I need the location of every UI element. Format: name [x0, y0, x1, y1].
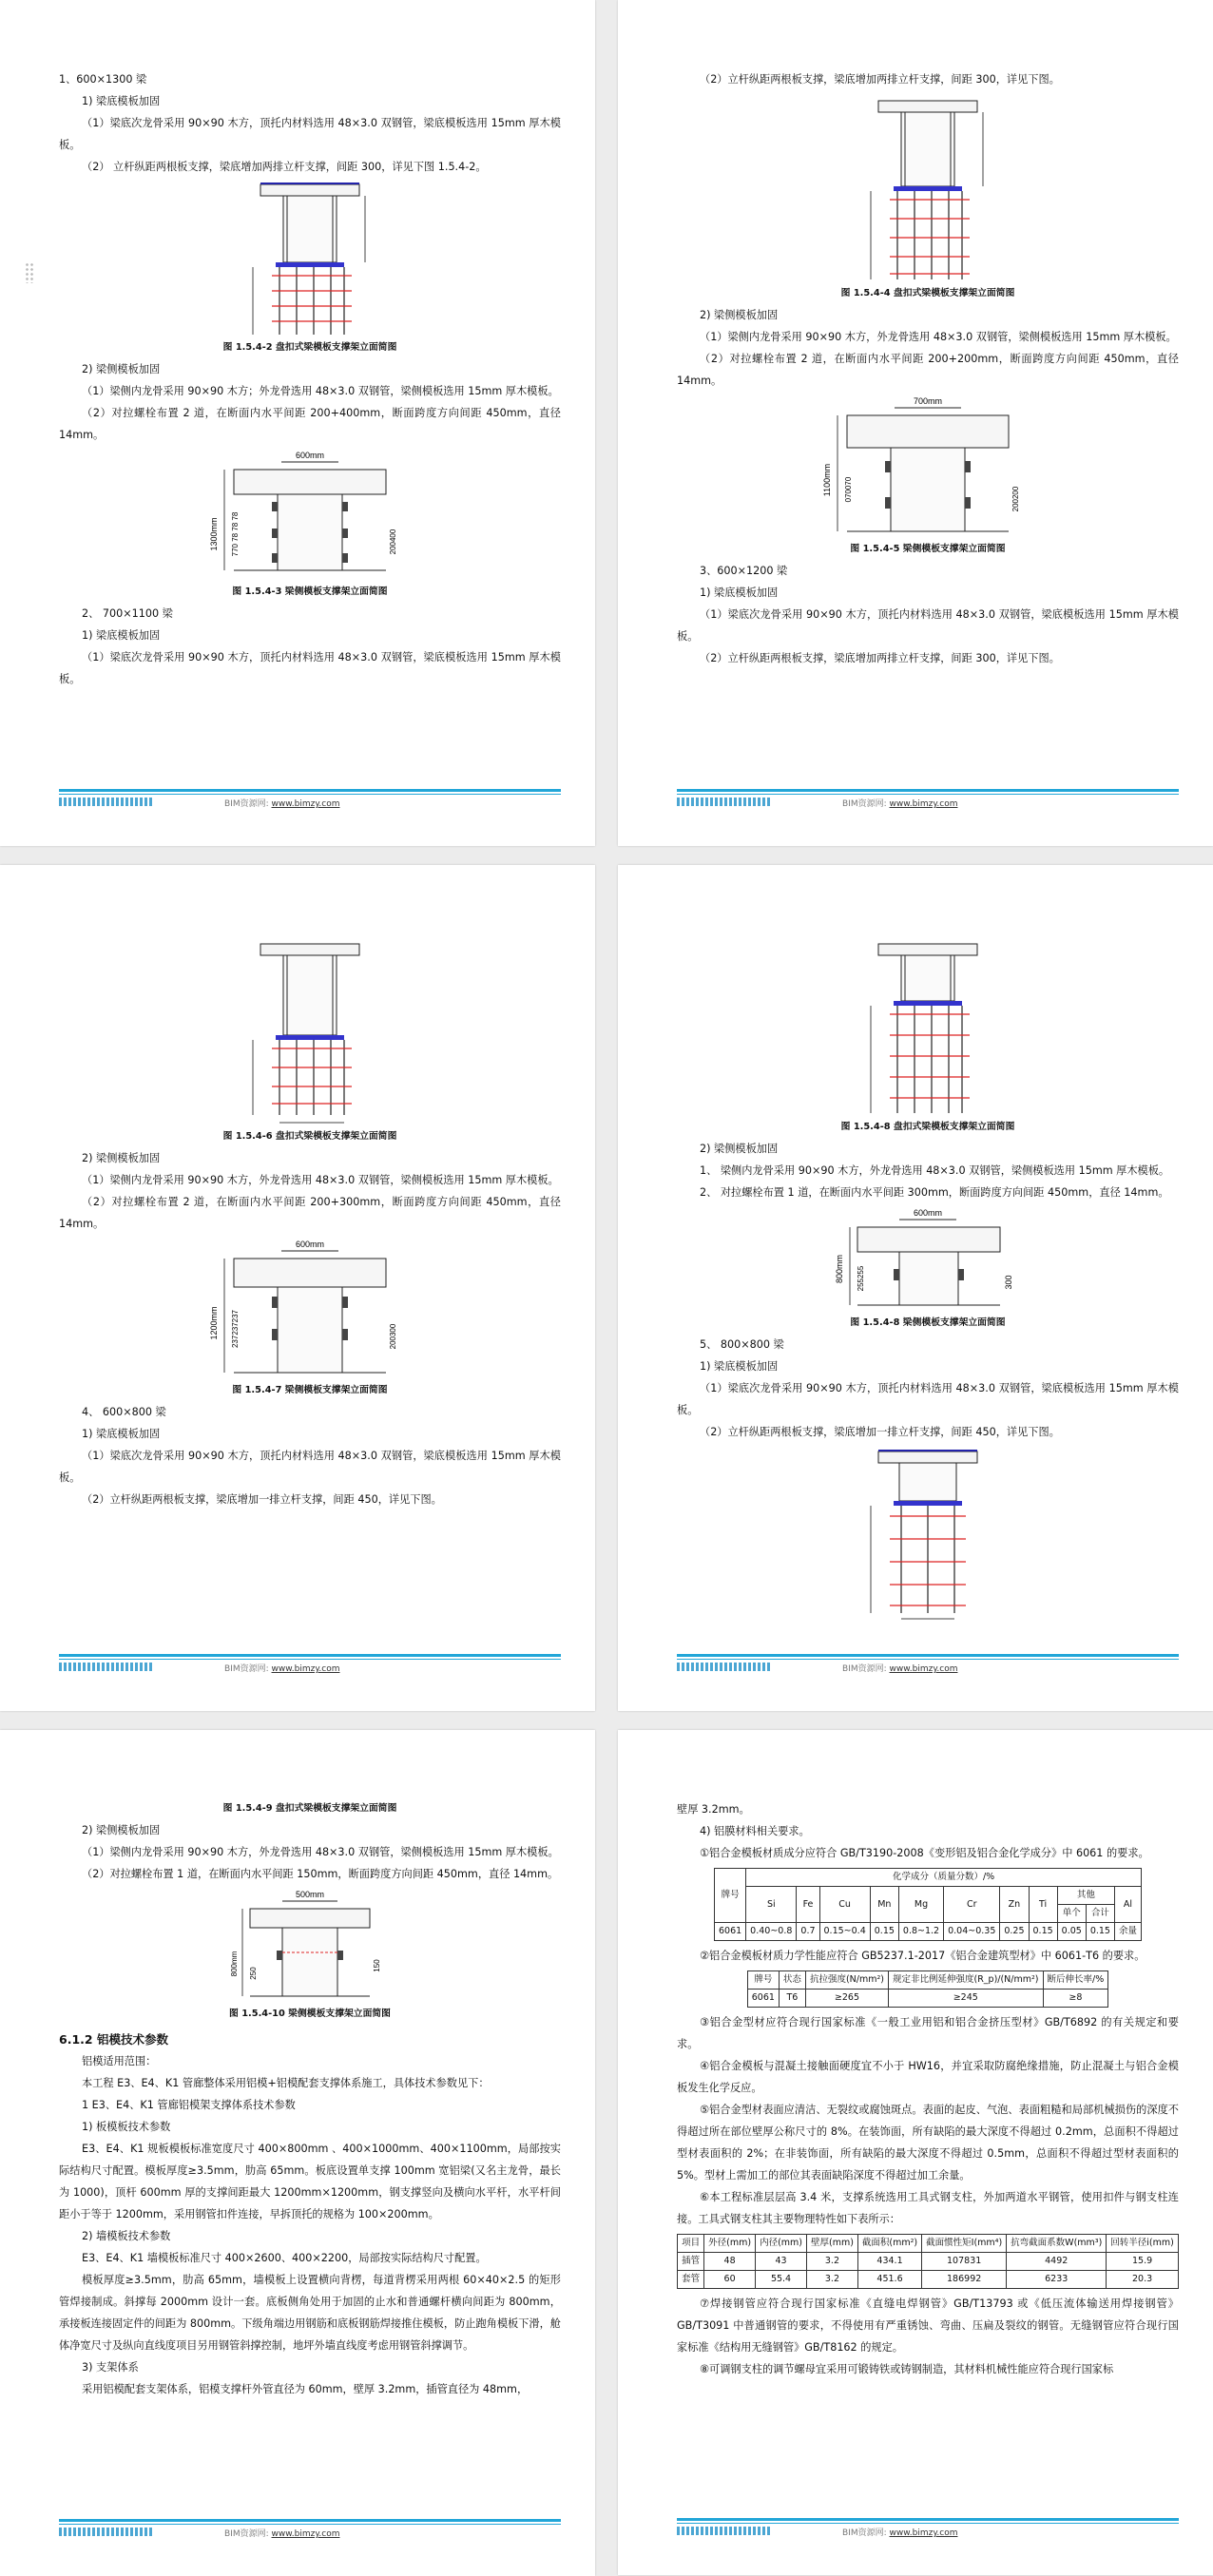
paragraph: （2）对拉螺栓布置 2 道，在断面内水平间距 200+300mm，断面跨度方向间距 450mm，直径 14mm。	[59, 1196, 561, 1230]
dim-label: 770 78 78 78	[231, 511, 240, 557]
document-page-3	[0, 865, 595, 1711]
sub-heading: 2) 梁侧模板加固	[82, 1152, 161, 1164]
sub-heading: 1) 梁底模板加固	[82, 629, 161, 642]
support-frame-diagram	[852, 936, 1004, 1117]
paragraph: 2、 对拉螺栓布置 1 道，在断面内水平间距 300mm，断面跨度方向间距 450mm，直径 14mm。	[700, 1186, 1169, 1199]
dim-label: 1300mm	[209, 517, 219, 551]
table-cell: 48	[704, 2253, 756, 2271]
figure-caption: 图 1.5.4-2 盘扣式梁模板支撑架立面简图	[222, 342, 397, 353]
footer-link[interactable]: www.bimzy.com	[889, 1664, 958, 1674]
footer-source: BIM资源网: www.bimzy.com	[842, 1664, 958, 1674]
paragraph: E3、E4、K1 规板模板标准宽度尺寸 400×800mm 、400×1000mm、400×1100mm，局部按实际结构尺寸配置。模板厚度≥3.5mm，肋高 65mm。板底设置单支撑 100mm 宽铝梁(又名主龙骨，最长为 1000)，顶杆 600mm 厚的支撑间距最大 1200mm×1200mm，钢支撑竖向及横向水平杆，水平杆间距小于等于 1200mm，采用钢管扣件连接，早拆顶托的规格为 100×200mm。	[59, 2143, 561, 2220]
paragraph: E3、E4、K1 墙模板标准尺寸 400×2600、400×2200，局部按实际结构尺寸配置。	[82, 2252, 487, 2264]
table-cell: 0.7	[797, 1923, 819, 1941]
table-header: 壁厚(mm)	[806, 2235, 857, 2253]
beam-side-diagram	[196, 449, 424, 582]
dim-label: 250	[249, 1967, 258, 1980]
dim-label: 600mm	[295, 1240, 325, 1249]
page-content	[677, 933, 1179, 1624]
table-header: 抗弯截面系数W(mm³)	[1007, 2235, 1107, 2253]
table-header: Mn	[870, 1887, 898, 1923]
paragraph: （2）立杆纵距两根板支撑，梁底增加两排立杆支撑，间距 300，详见下图。	[700, 73, 1060, 86]
support-frame-diagram	[852, 93, 1004, 283]
section-heading: 5、 800×800 梁	[700, 1338, 784, 1351]
table-header: 截面惯性矩I(mm⁴)	[922, 2235, 1007, 2253]
footer-source: BIM资源网: www.bimzy.com	[842, 2528, 958, 2538]
page-content	[59, 1798, 561, 2400]
table-header: 状态	[779, 1971, 805, 1990]
support-frame-diagram	[852, 1446, 1004, 1624]
table-header: 外径(mm)	[704, 2235, 756, 2253]
table-cell: 451.6	[857, 2271, 921, 2289]
figure-caption: 图 1.5.4-8 梁侧模板支撑架立面简图	[850, 1317, 1006, 1328]
footer-link[interactable]: www.bimzy.com	[889, 799, 958, 809]
table-cell: 55.4	[756, 2271, 807, 2289]
table-header: Fe	[797, 1887, 819, 1923]
page-footer	[677, 1654, 1179, 1673]
table-row	[678, 2253, 1179, 2271]
beam-side-diagram	[196, 1238, 424, 1380]
table-cell: 0.40~0.8	[746, 1923, 797, 1941]
paragraph: （1）梁底次龙骨采用 90×90 木方，顶托内材料选用 48×3.0 双钢管，梁底模板选用 15mm 厚木模板。	[677, 1382, 1179, 1416]
document-page-5	[0, 1730, 595, 2576]
dim-label: 200300	[389, 1323, 397, 1350]
table-header: Cu	[819, 1887, 870, 1923]
figure-caption: 图 1.5.4-3 梁侧模板支撑架立面简图	[232, 586, 388, 597]
table-header: Ti	[1029, 1887, 1057, 1923]
page-content	[677, 68, 1179, 669]
table-row	[678, 2271, 1179, 2289]
table-cell: 6061	[714, 1923, 745, 1941]
sub-heading: 4) 铝膜材料相关要求。	[700, 1825, 810, 1837]
drag-handle-icon[interactable]	[25, 262, 34, 283]
table-header: 项目	[678, 2235, 704, 2253]
sub-heading: 2) 梁侧模板加固	[700, 1143, 779, 1155]
section-heading: 2、 700×1100 梁	[82, 607, 173, 620]
paragraph: ⑧可调钢支柱的调节螺母宜采用可锻铸铁或铸钢制造，其材料机械性能应符合现行国家标	[700, 2363, 1114, 2375]
footer-source: BIM资源网: www.bimzy.com	[224, 1664, 340, 1674]
paragraph: （1）梁侧内龙骨采用 90×90 木方，外龙骨选用 48×3.0 双钢管，梁侧模板选用 15mm 厚木模板。	[700, 331, 1177, 343]
table-header: 回转半径i(mm)	[1107, 2235, 1179, 2253]
paragraph: （1）梁底次龙骨采用 90×90 木方，顶托内材料选用 48×3.0 双钢管，梁底模板选用 15mm 厚木模板。	[59, 651, 561, 685]
paragraph: （1）梁侧内龙骨采用 90×90 木方，外龙骨选用 48×3.0 双钢管，梁侧模板选用 15mm 厚木模板。	[82, 1174, 559, 1186]
paragraph: 本工程 E3、E4、K1 管廊整体采用铝模+铝模配套支撑体系施工，具体技术参数见下：	[82, 2077, 490, 2089]
table-header: Cr	[944, 1887, 1000, 1923]
table-cell: 43	[756, 2253, 807, 2271]
table-cell: 余量	[1114, 1923, 1141, 1941]
support-frame-diagram	[234, 936, 386, 1126]
dim-label: 300	[1004, 1275, 1013, 1290]
sub-heading: 2) 墙模板技术参数	[82, 2230, 171, 2242]
dim-label: 500mm	[295, 1890, 325, 1899]
beam-side-diagram	[823, 1206, 1032, 1313]
table-header: Al	[1114, 1887, 1141, 1923]
figure-caption: 图 1.5.4-4 盘扣式梁模板支撑架立面简图	[840, 288, 1015, 298]
table-cell: 0.15	[1086, 1923, 1114, 1941]
footer-source: BIM资源网: www.bimzy.com	[224, 799, 340, 809]
paragraph: ⑤铝合金型材表面应清洁、无裂纹或腐蚀斑点。表面的起皮、气泡、表面粗糙和局部机械损伤的深度不得超过所在部位壁厚公称尺寸的 8%。在装饰面，所有缺陷的最大深度不得超过 0.2mm，总面积不得超过型材表面积的 2%；在非装饰面，所有缺陷的最大深度不得超过 0.5mm，总面积不得超过型材表面积的 5%。型材上需加工的部位其表面缺陷深度不得超过加工余量。	[677, 2104, 1179, 2182]
table-header: 规定非比例延伸强度(R_p)/(N/mm²)	[888, 1971, 1043, 1990]
figure-caption: 图 1.5.4-9 盘扣式梁模板支撑架立面简图	[222, 1803, 397, 1814]
dim-label: 1200mm	[209, 1306, 219, 1340]
table-header: 内径(mm)	[756, 2235, 807, 2253]
table-header: Zn	[1000, 1887, 1029, 1923]
paragraph: （1）梁底次龙骨采用 90×90 木方，顶托内材料选用 48×3.0 双钢管，梁底模板选用 15mm 厚木模板。	[677, 608, 1179, 643]
figure-caption: 图 1.5.4-5 梁侧模板支撑架立面简图	[850, 544, 1006, 554]
support-frame-diagram	[234, 181, 386, 337]
table-cell: 3.2	[806, 2271, 857, 2289]
dim-label: 237237237	[231, 1309, 240, 1349]
table-cell: 60	[704, 2271, 756, 2289]
page-footer	[59, 1654, 561, 1673]
paragraph: （1）梁底次龙骨采用 90×90 木方，顶托内材料选用 48×3.0 双钢管，梁底模板选用 15mm 厚木模板。	[59, 117, 561, 151]
figure-caption: 图 1.5.4-8 盘扣式梁模板支撑架立面简图	[840, 1122, 1015, 1132]
dim-label: 600mm	[913, 1208, 943, 1218]
table-cell: 0.04~0.35	[944, 1923, 1000, 1941]
table-header: 牌号	[714, 1869, 745, 1923]
footer-source: BIM资源网: www.bimzy.com	[224, 2529, 340, 2539]
table-cell: 3.2	[806, 2253, 857, 2271]
table-cell: ≥245	[888, 1990, 1043, 2008]
dim-label: 700mm	[913, 396, 943, 406]
table-cell: 4492	[1007, 2253, 1107, 2271]
table-cell: 186992	[922, 2271, 1007, 2289]
dim-label: 200200	[1011, 486, 1020, 512]
table-header: Si	[746, 1887, 797, 1923]
paragraph: （2）对拉螺栓布置 2 道，在断面内水平间距 200+200mm，断面跨度方向间距 450mm，直径 14mm。	[677, 353, 1179, 387]
section-heading: 1、600×1300 梁	[59, 73, 147, 86]
section-heading: 4、 600×800 梁	[82, 1406, 166, 1418]
sub-heading: 1) 梁底模板加固	[82, 95, 161, 107]
sub-heading: 2) 梁侧模板加固	[82, 363, 161, 375]
sub-heading: 1 E3、E4、K1 管廊铝模架支撑体系技术参数	[82, 2099, 296, 2111]
paragraph: （2）对拉螺栓布置 2 道，在断面内水平间距 200+400mm，断面跨度方向间距 450mm，直径 14mm。	[59, 407, 561, 441]
paragraph: （1）梁侧内龙骨采用 90×90 木方；外龙骨选用 48×3.0 双钢管，梁侧模板选用 15mm 厚木模板。	[82, 385, 559, 397]
table-cell: ≥265	[805, 1990, 888, 2008]
paragraph: （1）梁侧内龙骨采用 90×90 木方，外龙骨选用 48×3.0 双钢管，梁侧模板选用 15mm 厚木模板。	[82, 1846, 559, 1858]
figure-caption: 图 1.5.4-7 梁侧模板支撑架立面简图	[232, 1385, 388, 1395]
dim-label: 200400	[389, 529, 397, 555]
paragraph: （2）立杆纵距两根板支撑，梁底增加一排立杆支撑，间距 450，详见下图。	[700, 1426, 1060, 1438]
paragraph: ②铝合金模板材质力学性能应符合 GB5237.1-2017《铝合金建筑型材》中 6061-T6 的要求。	[700, 1950, 1146, 1962]
paragraph: 模板厚度≥3.5mm，肋高 65mm，墙模板上设置横向背楞，每道背楞采用两根 60×40×2.5 的矩形管焊接制成。斜撑每 2000mm 设计一套。底板侧角处用于加固的止水和普通螺杆横向间距为 800mm，承接板连接固定件的间距为 800mm。下级角端边用钢筋和底板钢筋焊接推住模板，防止跑角模板下滑，舱体净宽尺寸及纵向直线度项目另用钢管斜撑控制，地坪外墙直线度考虑用钢管斜撑调节。	[59, 2274, 561, 2352]
sub-heading: 1) 梁底模板加固	[82, 1428, 161, 1440]
table-cell: 0.15	[1029, 1923, 1057, 1941]
dim-label: 600mm	[295, 451, 325, 460]
paragraph: （1）梁底次龙骨采用 90×90 木方，顶托内材料选用 48×3.0 双钢管，梁底模板选用 15mm 厚木模板。	[59, 1450, 561, 1484]
paragraph: 采用铝模配套支架体系，铝模支撑杆外管直径为 60mm，壁厚 3.2mm，插管直径为 48mm，	[82, 2383, 529, 2395]
table-cell: T6	[779, 1990, 805, 2008]
paragraph: 铝模适用范围：	[82, 2055, 157, 2067]
footer-link[interactable]: www.bimzy.com	[889, 2528, 958, 2538]
paragraph: （2）对拉螺栓布置 1 道，在断面内水平间距 150mm，断面跨度方向间距 450mm，直径 14mm。	[82, 1868, 559, 1880]
table-row	[747, 1990, 1108, 2008]
document-page-4	[618, 865, 1213, 1711]
paragraph: 1、 梁侧内龙骨采用 90×90 木方，外龙骨选用 48×3.0 双钢管，梁侧模板选用 15mm 厚木模板。	[700, 1164, 1170, 1177]
sub-heading: 1) 梁底模板加固	[700, 1360, 779, 1373]
sub-heading: 2) 梁侧模板加固	[700, 309, 779, 321]
table-header: 断后伸长率/%	[1043, 1971, 1108, 1990]
dim-label: 070070	[844, 476, 853, 503]
page-content	[677, 1798, 1179, 2380]
paragraph: ⑥本工程标准层层高 3.4 米，支撑系统选用工具式钢支柱，外加两道水平钢管，使用扣件与钢支柱连接。工具式钢支柱其主要物理特性如下表所示：	[677, 2191, 1179, 2225]
sub-heading: 2) 梁侧模板加固	[82, 1824, 161, 1836]
figure-caption: 图 1.5.4-6 盘扣式梁模板支撑架立面简图	[222, 1131, 397, 1142]
sub-heading: 3) 支架体系	[82, 2361, 139, 2374]
paragraph: ④铝合金模板与混凝土接触面硬度宜不小于 HW16，并宜采取防腐绝缘措施，防止混凝土与铝合金模板发生化学反应。	[677, 2060, 1179, 2094]
paragraph: ⑦焊接钢管应符合现行国家标准《直缝电焊钢管》GB/T13793 或《低压流体输送用焊接钢管》GB/T3091 中普通钢管的要求，不得使用有严重锈蚀、弯曲、压扁及裂纹的钢管。无缝钢管应符合现行国家标准《结构用无缝钢管》GB/T8162 的规定。	[677, 2297, 1179, 2354]
section-heading: 3、600×1200 梁	[700, 565, 788, 577]
beam-side-diagram	[220, 1888, 400, 2004]
paragraph: ①铝合金模板材质成分应符合 GB/T3190-2008《变形铝及铝合金化学成分》中 6061 的要求。	[700, 1847, 1149, 1859]
section-title: 6.1.2 铝模技术参数	[59, 2032, 168, 2047]
table-cell: 0.25	[1000, 1923, 1029, 1941]
paragraph: ③铝合金型材应符合现行国家标准《一般工业用铝和铝合金挤压型材》GB/T6892 的有关规定和要求。	[677, 2016, 1179, 2050]
table-cell: 6061	[747, 1990, 779, 2008]
table-header: Mg	[898, 1887, 943, 1923]
dim-label: 800mm	[835, 1254, 844, 1284]
sub-heading: 1) 板模板技术参数	[82, 2121, 171, 2133]
paragraph: （2）立杆纵距两根板支撑，梁底增加两排立杆支撑，间距 300，详见下图。	[700, 652, 1060, 664]
document-page-1	[0, 0, 595, 846]
page-content	[59, 68, 561, 690]
dim-label: 800mm	[230, 1951, 239, 1977]
dim-label: 1100mm	[822, 463, 832, 497]
footer-link[interactable]: www.bimzy.com	[271, 799, 340, 809]
steel-prop-table	[677, 2234, 1179, 2289]
beam-side-diagram	[809, 394, 1047, 539]
dim-label: 255255	[857, 1265, 865, 1292]
table-cell: 107831	[922, 2253, 1007, 2271]
page-footer	[59, 2519, 561, 2538]
table-cell: 0.15	[870, 1923, 898, 1941]
table-row	[714, 1923, 1141, 1941]
paragraph: （2） 立杆纵距两根板支撑，梁底增加两排立杆支撑，间距 300，详见下图 1.5.4-2。	[82, 161, 487, 173]
table-cell: 0.8~1.2	[898, 1923, 943, 1941]
paragraph: 壁厚 3.2mm。	[677, 1803, 750, 1816]
page-footer	[677, 2518, 1179, 2537]
table-header: 单个	[1057, 1905, 1086, 1923]
document-page-2	[618, 0, 1213, 846]
table-cell: 套管	[678, 2271, 704, 2289]
table-cell: 20.3	[1107, 2271, 1179, 2289]
table-cell: 15.9	[1107, 2253, 1179, 2271]
table-header: 其他	[1057, 1887, 1114, 1905]
table-header: 抗拉强度(N/mm²)	[805, 1971, 888, 1990]
footer-source: BIM资源网: www.bimzy.com	[842, 799, 958, 809]
table-header: 合计	[1086, 1905, 1114, 1923]
page-footer	[677, 789, 1179, 808]
table-header: 牌号	[747, 1971, 779, 1990]
table-cell: 0.05	[1057, 1923, 1086, 1941]
page-content	[59, 933, 561, 1510]
table-header: 截面积(mm²)	[857, 2235, 921, 2253]
paragraph: （2）立杆纵距两根板支撑，梁底增加一排立杆支撑，间距 450，详见下图。	[82, 1493, 442, 1506]
table-cell: 插管	[678, 2253, 704, 2271]
figure-caption: 图 1.5.4-10 梁侧模板支撑架立面简图	[229, 2009, 391, 2019]
table-cell: ≥8	[1043, 1990, 1108, 2008]
mechanical-property-table	[747, 1970, 1109, 2008]
chemical-composition-table	[714, 1868, 1142, 1941]
dim-label: 150	[373, 1959, 381, 1972]
page-footer	[59, 789, 561, 808]
footer-link[interactable]: www.bimzy.com	[271, 1664, 340, 1674]
table-cell: 434.1	[857, 2253, 921, 2271]
sub-heading: 1) 梁底模板加固	[700, 586, 779, 599]
footer-link[interactable]: www.bimzy.com	[271, 2529, 340, 2539]
table-cell: 6233	[1007, 2271, 1107, 2289]
document-page-6	[618, 1730, 1213, 2575]
table-header: 化学成分（质量分数）/%	[746, 1869, 1142, 1887]
table-cell: 0.15~0.4	[819, 1923, 870, 1941]
